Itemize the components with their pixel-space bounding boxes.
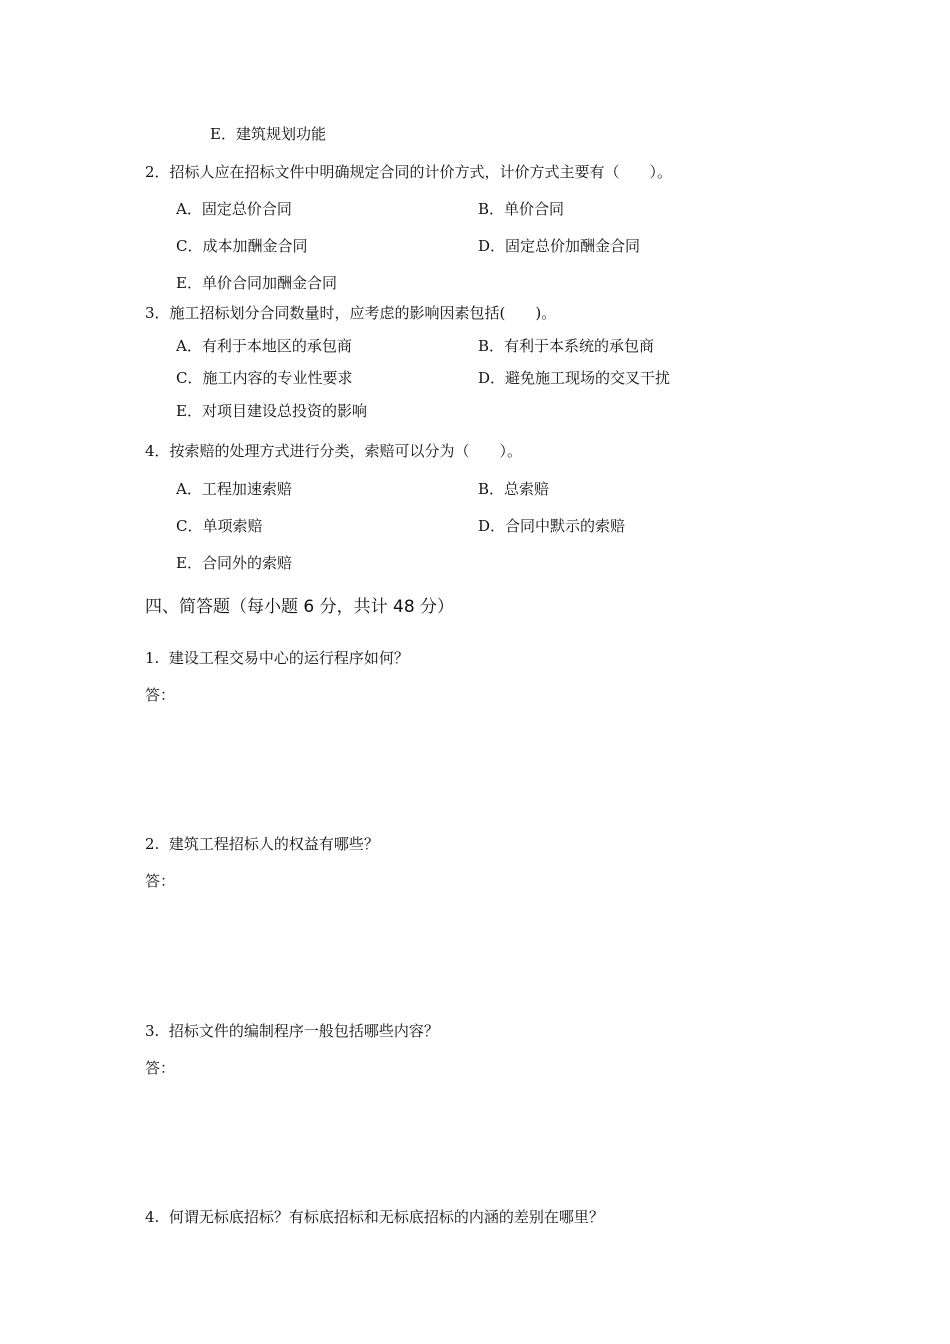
q2-option-b: B．单价合同 — [478, 200, 565, 218]
q3-option-d: D．避免施工现场的交叉干扰 — [478, 369, 671, 387]
q3-option-b: B．有利于本系统的承包商 — [478, 337, 655, 355]
q4-option-b: B．总索赔 — [478, 480, 550, 498]
short-answer-question-3: 3. 招标文件的编制程序一般包括哪些内容？ — [145, 1022, 439, 1040]
short-answer-question-2: 2. 建筑工程招标人的权益有哪些？ — [145, 835, 379, 853]
q2-option-c: C．成本加酬金合同 — [176, 237, 308, 255]
q4-option-c: C．单项索赔 — [176, 517, 263, 535]
q4-option-a: A．工程加速索赔 — [176, 480, 292, 498]
q3-option-e: E．对项目建设总投资的影响 — [176, 402, 367, 420]
q4-option-e: E．合同外的索赔 — [176, 554, 292, 572]
q2-option-e: E．单价合同加酬金合同 — [176, 274, 337, 292]
short-answer-question-1: 1. 建设工程交易中心的运行程序如何？ — [145, 649, 409, 667]
q2-option-d: D．固定总价加酬金合同 — [478, 237, 641, 255]
answer-label-1: 答： — [145, 686, 176, 704]
q1-option-e: E．建筑规划功能 — [210, 125, 326, 143]
short-answer-question-4: 4. 何谓无标底招标？有标底招标和无标底招标的内涵的差别在哪里？ — [145, 1208, 604, 1226]
q4-option-d: D．合同中默示的索赔 — [478, 517, 626, 535]
answer-label-2: 答： — [145, 872, 176, 890]
q3-stem: 3．施工招标划分合同数量时，应考虑的影响因素包括( )。 — [145, 304, 557, 322]
answer-label-3: 答： — [145, 1059, 176, 1077]
q2-option-a: A．固定总价合同 — [176, 200, 292, 218]
q3-option-a: A．有利于本地区的承包商 — [176, 337, 352, 355]
q2-stem: 2．招标人应在招标文件中明确规定合同的计价方式，计价方式主要有（ ）。 — [145, 163, 673, 181]
section-heading: 四、简答题（每小题 6 分，共计 48 分） — [145, 597, 455, 617]
q3-option-c: C．施工内容的专业性要求 — [176, 369, 353, 387]
q4-stem: 4．按索赔的处理方式进行分类，索赔可以分为（ ）。 — [145, 442, 523, 460]
